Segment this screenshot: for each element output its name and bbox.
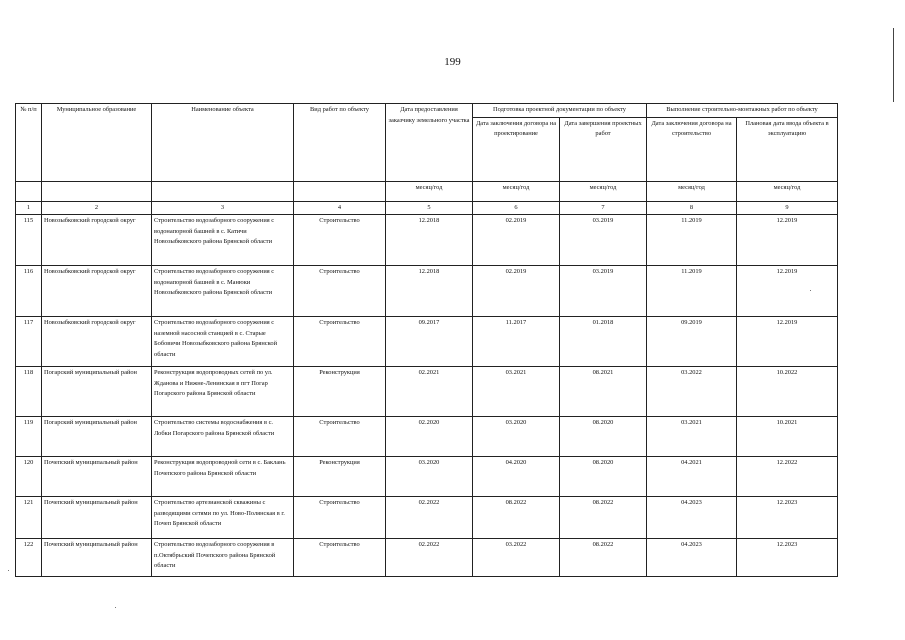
cell-object: Строительство артезианской скважины с разводящими сетями по ул. Ново-Полянская в г. Почеп Брянской области	[152, 497, 294, 539]
column-number: 3	[152, 201, 294, 215]
cell-municipality: Новозыбковский городской округ	[42, 317, 152, 367]
column-number: 7	[560, 201, 647, 215]
page-number: 199	[444, 56, 461, 68]
cell-build-contract: 03.2021	[647, 417, 737, 457]
cell-object: Строительство водозаборного сооружения с водонапорной башней в с. Катичи Новозыбковского района Брянской области	[152, 215, 294, 266]
header-work-type: Вид работ по объекту	[294, 104, 386, 182]
cell-design-end: 03.2019	[560, 266, 647, 317]
cell-municipality: Новозыбковский городской округ	[42, 215, 152, 266]
unit-build-contract: месяц/год	[647, 181, 737, 201]
header-municipality: Муниципальное образование	[42, 104, 152, 182]
table-row	[16, 317, 838, 367]
cell-work-type: Строительство	[294, 266, 386, 317]
column-number: 8	[647, 201, 737, 215]
unit-cell-blank	[152, 181, 294, 201]
cell-build-contract: 04.2023	[647, 497, 737, 539]
unit-design-contract: месяц/год	[473, 181, 560, 201]
cell-object: Строительство системы водоснабжения в с. Лобки Погарского района Брянской области	[152, 417, 294, 457]
header-commission: Плановая дата ввода объекта в эксплуатацию	[737, 117, 838, 181]
cell-land-date: 09.2017	[386, 317, 473, 367]
cell-design-contract: 02.2019	[473, 215, 560, 266]
table-row	[16, 539, 838, 577]
cell-build-contract: 04.2021	[647, 457, 737, 497]
cell-design-contract: 04.2020	[473, 457, 560, 497]
table-row	[16, 417, 838, 457]
cell-object: Строительство водозаборного сооружения с наземной насосной станцией в с. Старые Бобовичи Новозыбковского района Брянской области	[152, 317, 294, 367]
cell-design-end: 08.2020	[560, 457, 647, 497]
cell-design-contract: 08.2022	[473, 497, 560, 539]
cell-design-contract: 02.2019	[473, 266, 560, 317]
column-number: 4	[294, 201, 386, 215]
cell-build-contract: 09.2019	[647, 317, 737, 367]
cell-commission: 12.2019	[737, 266, 838, 317]
table-row	[16, 215, 838, 266]
unit-design-end: месяц/год	[560, 181, 647, 201]
table-row	[16, 457, 838, 497]
cell-build-contract: 04.2023	[647, 539, 737, 577]
cell-municipality: Почепский муниципальный район	[42, 497, 152, 539]
cell-commission: 12.2019	[737, 317, 838, 367]
cell-design-end: 08.2022	[560, 539, 647, 577]
objects-table	[15, 103, 838, 577]
unit-commission: месяц/год	[737, 181, 838, 201]
table-row	[16, 367, 838, 417]
cell-design-end: 08.2020	[560, 417, 647, 457]
cell-work-type: Строительство	[294, 417, 386, 457]
cell-object: Реконструкция водопроводной сети в с. Баклань Почепского района Брянской области	[152, 457, 294, 497]
table-row	[16, 497, 838, 539]
cell-design-end: 03.2019	[560, 215, 647, 266]
cell-num: 120	[16, 457, 42, 497]
header-design-group: Подготовка проектной документации по объекту	[473, 104, 647, 118]
cell-commission: 12.2023	[737, 497, 838, 539]
cell-design-contract: 03.2021	[473, 367, 560, 417]
column-number: 1	[16, 201, 42, 215]
header-land-date: Дата предоставления заказчику земельного участка	[386, 104, 473, 182]
cell-work-type: Строительство	[294, 539, 386, 577]
cell-design-contract: 03.2022	[473, 539, 560, 577]
cell-object: Реконструкция водопроводных сетей по ул. Жданова и Нижне-Ленинская в пгт Погар Погарского района Брянской области	[152, 367, 294, 417]
cell-num: 118	[16, 367, 42, 417]
cell-land-date: 12.2018	[386, 215, 473, 266]
cell-design-end: 08.2022	[560, 497, 647, 539]
cell-num: 115	[16, 215, 42, 266]
column-number: 5	[386, 201, 473, 215]
unit-land-date: месяц/год	[386, 181, 473, 201]
cell-design-contract: 03.2020	[473, 417, 560, 457]
scan-speck	[8, 570, 9, 571]
cell-design-end: 01.2018	[560, 317, 647, 367]
cell-commission: 10.2021	[737, 417, 838, 457]
cell-municipality: Почепский муниципальный район	[42, 539, 152, 577]
cell-municipality: Погарский муниципальный район	[42, 367, 152, 417]
cell-commission: 10.2022	[737, 367, 838, 417]
header-build-contract: Дата заключения договора на строительство	[647, 117, 737, 181]
cell-object: Строительство водозаборного сооружения с водонапорной башней в с. Манюки Новозыбковского района Брянской области	[152, 266, 294, 317]
column-number: 2	[42, 201, 152, 215]
header-object: Наименование объекта	[152, 104, 294, 182]
cell-land-date: 12.2018	[386, 266, 473, 317]
unit-cell-blank	[42, 181, 152, 201]
header-build-group: Выполнение строительно-монтажных работ по объекту	[647, 104, 838, 118]
cell-work-type: Реконструкция	[294, 367, 386, 417]
cell-commission: 12.2019	[737, 215, 838, 266]
unit-cell-blank	[294, 181, 386, 201]
cell-build-contract: 11.2019	[647, 266, 737, 317]
cell-work-type: Строительство	[294, 497, 386, 539]
cell-land-date: 03.2020	[386, 457, 473, 497]
header-design-end: Дата завершения проектных работ	[560, 117, 647, 181]
cell-municipality: Новозыбковский городской округ	[42, 266, 152, 317]
cell-commission: 12.2022	[737, 457, 838, 497]
cell-land-date: 02.2020	[386, 417, 473, 457]
cell-design-contract: 11.2017	[473, 317, 560, 367]
cell-municipality: Почепский муниципальный район	[42, 457, 152, 497]
cell-num: 119	[16, 417, 42, 457]
column-number: 9	[737, 201, 838, 215]
cell-design-end: 08.2021	[560, 367, 647, 417]
cell-municipality: Погарский муниципальный район	[42, 417, 152, 457]
header-num: № п/п	[16, 104, 42, 182]
cell-work-type: Реконструкция	[294, 457, 386, 497]
cell-num: 121	[16, 497, 42, 539]
scan-speck	[115, 607, 116, 608]
cell-commission: 12.2023	[737, 539, 838, 577]
cell-land-date: 02.2022	[386, 539, 473, 577]
cell-work-type: Строительство	[294, 317, 386, 367]
cell-num: 116	[16, 266, 42, 317]
cell-land-date: 02.2022	[386, 497, 473, 539]
cell-build-contract: 03.2022	[647, 367, 737, 417]
header-design-contract: Дата заключения договора на проектирование	[473, 117, 560, 181]
column-number: 6	[473, 201, 560, 215]
cell-build-contract: 11.2019	[647, 215, 737, 266]
cell-land-date: 02.2021	[386, 367, 473, 417]
unit-cell-blank	[16, 181, 42, 201]
table-row	[16, 266, 838, 317]
cell-object: Строительство водозаборного сооружения в п.Октябрьский Почепского района Брянской области	[152, 539, 294, 577]
cell-num: 117	[16, 317, 42, 367]
cell-num: 122	[16, 539, 42, 577]
scan-edge-line	[893, 28, 894, 102]
cell-work-type: Строительство	[294, 215, 386, 266]
